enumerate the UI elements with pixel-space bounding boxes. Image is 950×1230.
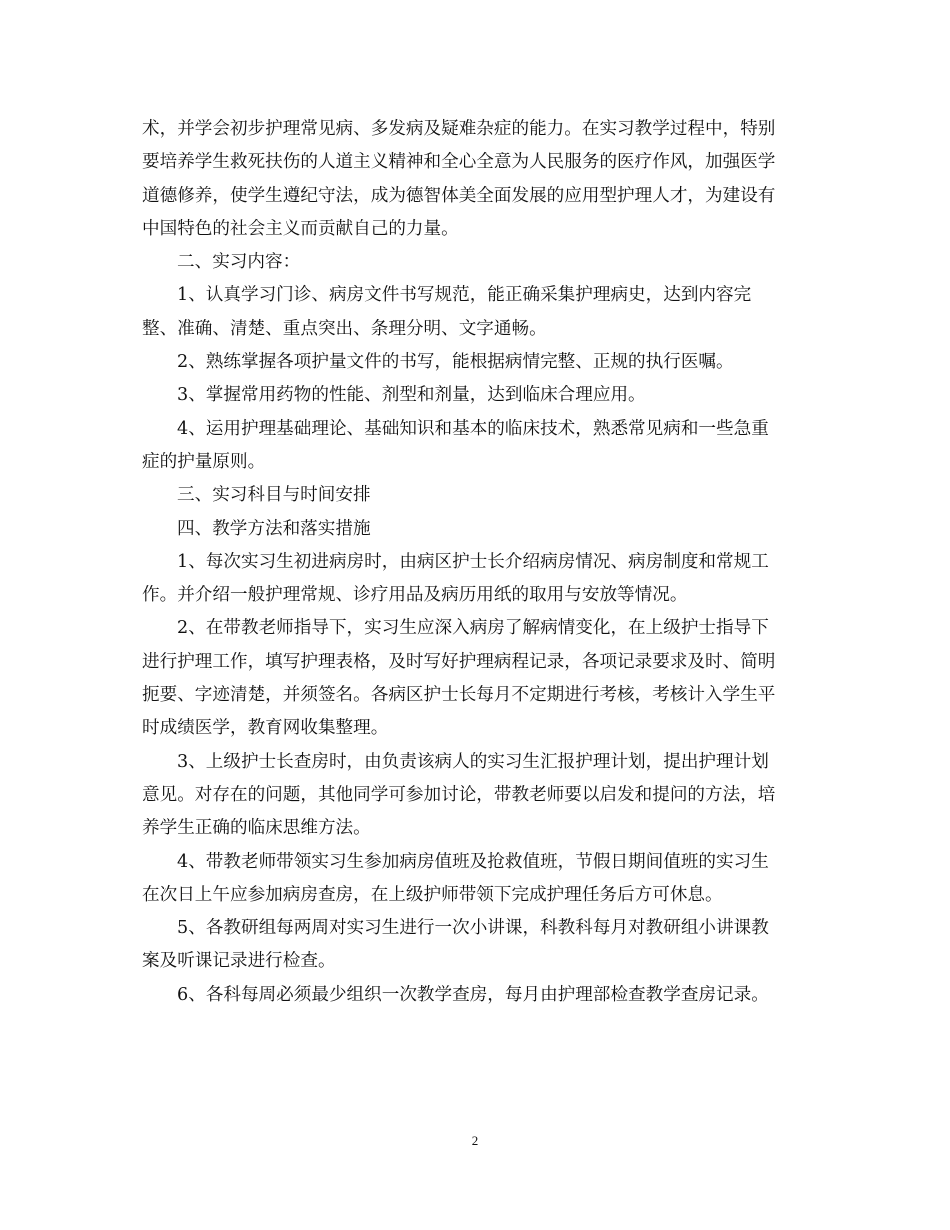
page-number: 2 <box>471 1133 479 1148</box>
text-line: 要培养学生救死扶伤的人道主义精神和全心全意为人民服务的医疗作风，加强医学 <box>142 152 776 173</box>
text-line: 道德修养，使学生遵纪守法，成为德智体美全面发展的应用型护理人才，为建设有 <box>142 185 776 206</box>
text-line: 症的护量原则。 <box>142 451 266 472</box>
text-line: 扼要、字迹清楚，并须签名。各病区护士长每月不定期进行考核，考核计入学生平 <box>142 685 776 706</box>
text-line: 作。并介绍一般护理常规、诊疗用品及病历用纸的取用与安放等情况。 <box>142 585 688 606</box>
text-line: 养学生正确的临床思维方法。 <box>142 818 371 839</box>
paragraph <box>142 279 814 346</box>
paragraph <box>142 546 814 613</box>
paragraph <box>142 746 814 846</box>
text-line: 1、每次实习生初进病房时，由病区护士长介绍病房情况、病房制度和常规工 <box>177 551 769 572</box>
paragraph <box>142 479 814 512</box>
text-line: 三、实习科目与时间安排 <box>177 485 371 506</box>
text-line: 3、掌握常用药物的性能、剂型和剂量，达到临床合理应用。 <box>177 385 646 406</box>
paragraph <box>142 246 814 279</box>
text-line: 四、教学方法和落实措施 <box>177 518 371 539</box>
text-line: 1、认真学习门诊、病房文件书写规范，能正确采集护理病史，达到内容完 <box>177 285 752 306</box>
text-line: 整、准确、清楚、重点突出、条理分明、文字通畅。 <box>142 318 547 339</box>
text-line: 时成绩医学，教育网收集整理。 <box>142 718 389 739</box>
text-line: 2、熟练掌握各项护量文件的书写，能根据病情完整、正规的执行医嘱。 <box>177 352 734 373</box>
text-line: 5、各教研组每两周对实习生进行一次小讲课，科教科每月对教研组小讲课教 <box>177 918 769 939</box>
text-line: 6、各科每周必须最少组织一次教学查房，每月由护理部检查教学查房记录。 <box>177 984 769 1005</box>
text-line: 4、运用护理基础理论、基础知识和基本的临床技术，熟悉常见病和一些急重 <box>177 418 769 439</box>
document-body <box>142 113 814 1012</box>
text-line: 4、带教老师带领实习生参加病房值班及抢救值班，节假日期间值班的实习生 <box>177 851 769 872</box>
text-line: 进行护理工作，填写护理表格，及时写好护理病程记录，各项记录要求及时、简明 <box>142 651 776 672</box>
text-line: 意见。对存在的问题，其他同学可参加讨论，带教老师要以启发和提问的方法，培 <box>142 784 776 805</box>
paragraph <box>142 113 814 246</box>
paragraph <box>142 513 814 546</box>
paragraph <box>142 979 814 1012</box>
text-line: 3、上级护士长查房时，由负责该病人的实习生汇报护理计划，提出护理计划 <box>177 751 769 772</box>
text-line: 二、实习内容： <box>177 252 301 273</box>
paragraph <box>142 413 814 480</box>
text-line: 案及听课记录进行检查。 <box>142 951 336 972</box>
paragraph <box>142 346 814 379</box>
paragraph <box>142 379 814 412</box>
paragraph <box>142 846 814 913</box>
paragraph <box>142 612 814 745</box>
text-line: 中国特色的社会主义而贡献自己的力量。 <box>142 218 459 239</box>
text-line: 在次日上午应参加病房查房，在上级护师带领下完成护理任务后方可休息。 <box>142 884 723 905</box>
paragraph <box>142 912 814 979</box>
text-line: 术，并学会初步护理常见病、多发病及疑难杂症的能力。在实习教学过程中，特别 <box>142 119 776 139</box>
text-line: 2、在带教老师指导下，实习生应深入病房了解病情变化，在上级护士指导下 <box>177 618 769 639</box>
